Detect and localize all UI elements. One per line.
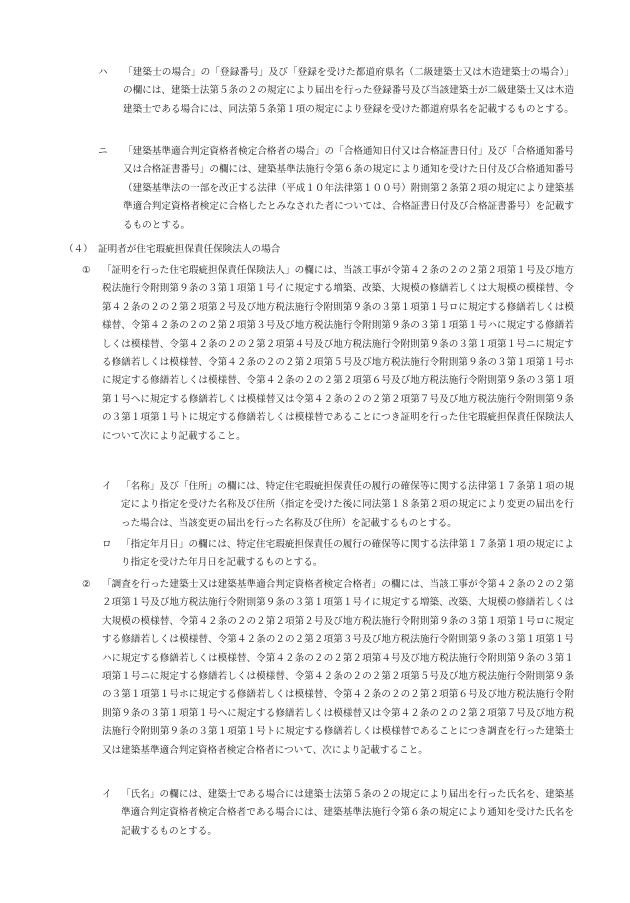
section-heading: 証明者が住宅瑕疵担保責任保険法人の場合 — [98, 244, 281, 255]
item-text: 「建築基準適合判定資格者検定合格者の場合」の「合格通知日付又は合格証書日付」及び「合格通知番号又は合格証書番号」の欄には、建築基準法施行令第６条の規定により通知を受けた日付及び合格通知番号（建築基準法の一部を改正する法律（平成１０年法律第１００号）附則第２条第２項の規定により建築基準適合判定資格者検定に合格したとみなされた者については、合格証書日付及び合格証書番号）を記載するものとする。 — [123, 146, 574, 231]
item-marker: ② — [82, 579, 91, 590]
item-marker: イ — [102, 481, 112, 492]
item-marker: ロ — [102, 539, 112, 550]
item-text: 「調査を行った建築士又は建築基準適合判定資格者検定合格者」の欄には、当該工事が令第４２条の２の２第２項第１号及び地方税法施行令附則第９条の３第１項第１号イに規定する増築、改築、大規模の修繕若しくは大規模の模様替、令第４２条の２の２第２項第２号及び地方税法施行令附則第９条の３第１項第１号ロに規定する修繕若しくは模様替、令第４２条の２の２第２項第３号及び地方税法施行令附則第９条の３第１項第１号ハに規定する修繕若しくは模様替、令第４２条の２の２第２項第４号及び地方税法施行令附則第９条の３第１項第１号ニに規定する修繕若しくは模様替、令第４２条の２の２第２項第５号及び地方税法施行令附則第９条の３第１項第１号ホに規定する修繕若しくは模様替、令第４２条の２の２第２項第６号及び地方税法施行令附則第９条の３第１項第１号へに規定する修繕若しくは模様替又は令第４２条の２の２第２項第７号及び地方税法施行令附則第９条の３第１項第１号トに規定する修繕若しくは模様替であることにつき調査を行った建築士又は建築基準適合判定資格者検定合格者について、次により記載すること。 — [102, 579, 574, 756]
item-marker: ハ — [98, 67, 108, 78]
item-marker: イ — [102, 789, 112, 800]
item-marker: ニ — [98, 146, 108, 157]
item-text: 「建築士の場合」の「登録番号」及び「登録を受けた都道府県名（二級建築士又は木造建築士の場合）」の欄には、建築士法第５条の２の規定により届出を行った登録番号及び当該建築士が二級建築士又は木造建築士である場合には、同法第５条第１項の規定により登録を受けた都道府県名を記載するものとする。 — [123, 67, 574, 115]
section-marker: （４） — [64, 244, 93, 255]
item-marker: ① — [82, 265, 91, 276]
item-text: 「名称」及び「住所」の欄には、特定住宅瑕疵担保責任の履行の確保等に関する法律第１７条第１項の規定により指定を受けた名称及び住所（指定を受けた後に同法第１８条第２項の規定により変更の届出を行った場合は、当該変更の届出を行った名称及び住所）を記載するものとする。 — [121, 481, 574, 529]
item-text: 「指定年月日」の欄には、特定住宅瑕疵担保責任の履行の確保等に関する法律第１７条第１項の規定により指定を受けた年月日を記載するものとする。 — [121, 539, 574, 569]
item-text: 「証明を行った住宅瑕疵担保責任保険法人」の欄には、当該工事が令第４２条の２の２第２項第１号及び地方税法施行令附則第９条の３第１項第１号イに規定する増築、改築、大規模の修繕若しくは大規模の模様替、令第４２条の２の２第２項第２号及び地方税法施行令附則第９条の３第１項第１号ロに規定する修繕若しくは模様替、令第４２条の２の２第２項第３号及び地方税法施行令附則第９条の３第１項第１号ハに規定する修繕若しくは模様替、令第４２条の２の２第２項第４号及び地方税法施行令附則第９条の３第１項第１号ニに規定する修繕若しくは模様替、令第４２条の２の２第２項第５号及び地方税法施行令附則第９条の３第１項第１号ホに規定する修繕若しくは模様替、令第４２条の２の２第２項第６号及び地方税法施行令附則第９条の３第１項第１号へに規定する修繕若しくは模様替又は令第４２条の２の２第２項第７号及び地方税法施行令附則第９条の３第１項第１号トに規定する修繕若しくは模様替であることにつき証明を行った住宅瑕疵担保責任保険法人について次により記載すること。 — [102, 265, 574, 442]
item-text: 「氏名」の欄には、建築士である場合には建築士法第５条の２の規定により届出を行った氏名を、建築基準適合判定資格者検定合格者である場合には、建築基準法施行令第６条の規定により通知を受けた氏名を記載するものとする。 — [121, 789, 574, 837]
